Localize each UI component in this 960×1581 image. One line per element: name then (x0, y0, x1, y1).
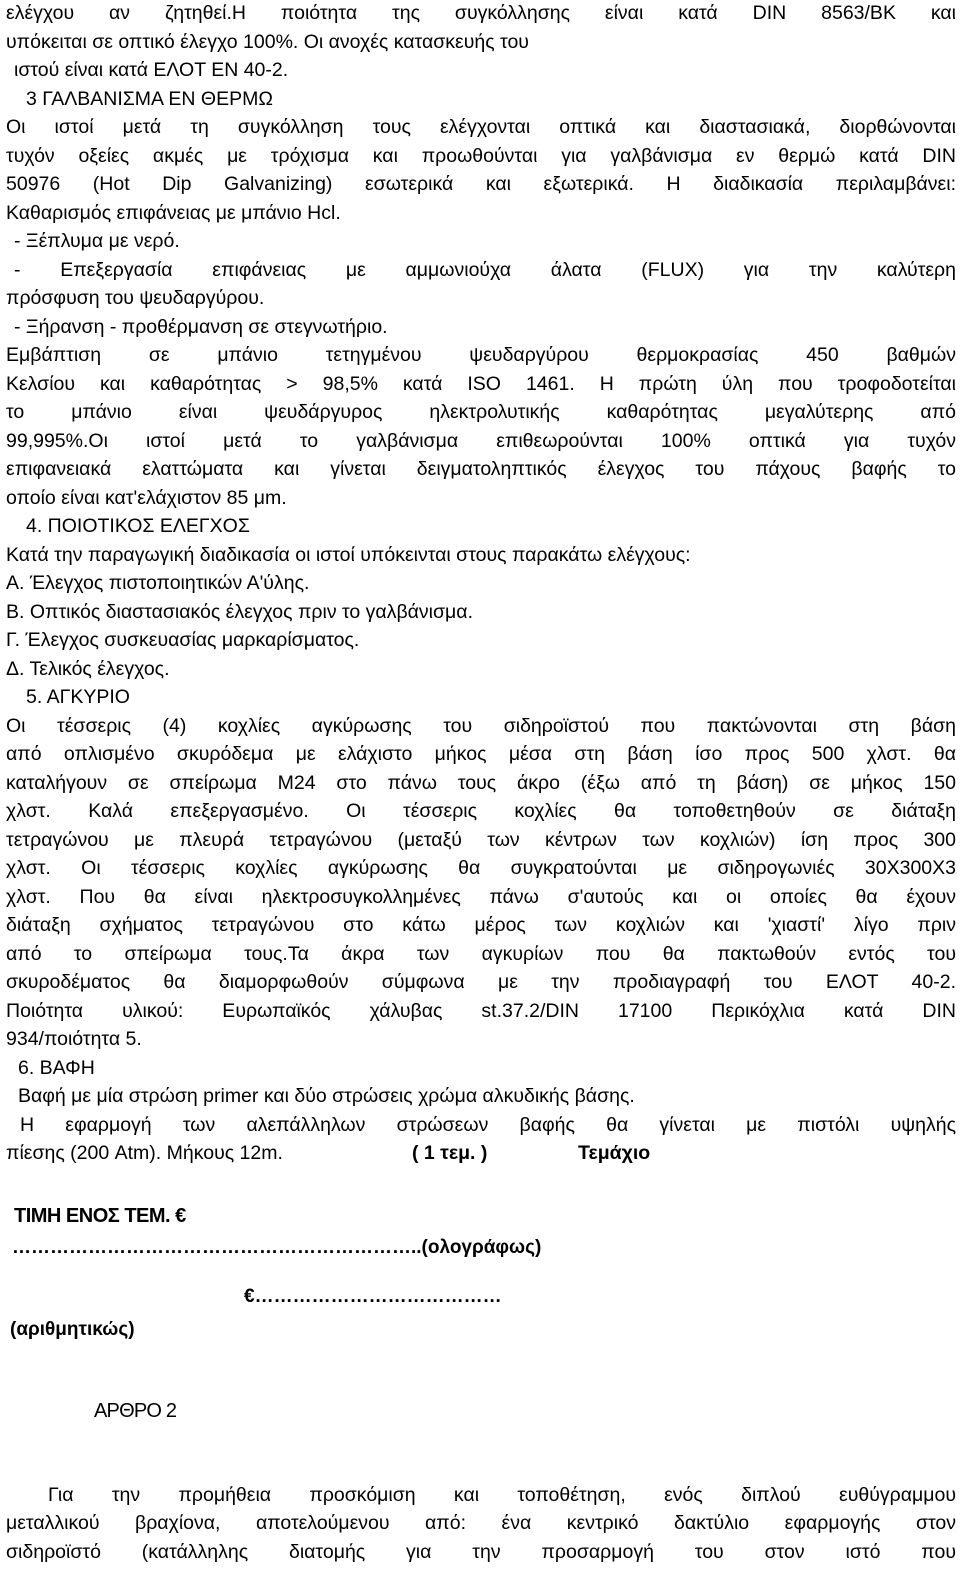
text-line: Βαφή με μία στρώση primer και δύο στρώσεις χρώμα αλκυδικής βάσης. (18, 1085, 635, 1107)
text-line: το μπάνιο είναι ψευδάργυρος ηλεκτρολυτικής καθαρότητας μεγαλύτερης από (6, 401, 956, 423)
article-heading: ΑΡΘΡΟ 2 (94, 1400, 177, 1422)
text-line: Η εφαρμογή των αλεπάλληλων στρώσεων βαφής θα γίνεται με πιστόλι υψηλής (20, 1114, 956, 1136)
text-line: επιφανειακά ελαττώματα και γίνεται δειγματοληπτικός έλεγχος του πάχους βαφής το (6, 458, 956, 480)
text-line: πρόσφυση του ψευδαργύρου. (6, 287, 265, 309)
list-item: Γ. Έλεγχος συσκευασίας μαρκαρίσματος. (6, 629, 360, 651)
text-line: διάταξη σχήματος τετραγώνου στο κάτω μέρος των κοχλιών και 'χιαστί' λίγο πριν (6, 914, 956, 936)
text-line: ιστού είναι κατά ΕΛΟΤ ΕΝ 40-2. (14, 59, 289, 81)
section-heading: 6. ΒΑΦΗ (18, 1057, 95, 1079)
text-line: 50976 (Hot Dip Galvanizing) εσωτερικά και εξωτερικά. Η διαδικασία περιλαμβάνει: (6, 173, 956, 195)
text-line: 99,995%.Οι ιστοί μετά το γαλβάνισμα επιθεωρούνται 100% οπτικά για τυχόν (6, 430, 956, 452)
text-line: τετραγώνου με πλευρά τετραγώνου (μεταξύ των κέντρων των κοχλιών) ίση προς 300 (6, 829, 956, 851)
text-line: σκυροδέματος θα διαμορφωθούν σύμφωνα με την προδιαγραφή του ΕΛΟΤ 40-2. (6, 971, 956, 993)
text-line: ελέγχου αν ζητηθεί.Η ποιότητα της συγκόλλησης είναι κατά DIN 8563/BK και (6, 2, 956, 24)
list-item: - Ξήρανση - προθέρμανση σε στεγνωτήριο. (14, 316, 388, 338)
text-line: Κατά την παραγωγική διαδικασία οι ιστοί υπόκεινται στους παρακάτω ελέγχους: (6, 544, 691, 566)
section-heading: 4. ΠΟΙΟΤΙΚΟΣ ΕΛΕΓΧΟΣ (26, 515, 250, 537)
text-line: μεταλλικού βραχίονα, αποτελούμενου από: ένα κεντρικό δακτύλιο εφαρμογής στον (6, 1512, 956, 1534)
text-line: πίεσης (200 Atm). Μήκους 12m. (6, 1142, 283, 1164)
text-line: από οπλισμένο σκυρόδεμα με ελάχιστο μήκος μέσα στη βάση ίσο προς 500 χλστ. θα (6, 743, 956, 765)
text-line: 934/ποιότητα 5. (6, 1028, 142, 1050)
text-line: Εμβάπτιση σε μπάνιο τετηγμένου ψευδαργύρου θερμοκρασίας 450 βαθμών (6, 344, 956, 366)
text-line: Καθαρισμός επιφάνειας με μπάνιο Hcl. (6, 202, 341, 224)
text-line: σιδηροϊστό (κατάλληλης διατομής για την προσαρμογή του στον ιστό που (6, 1541, 956, 1563)
text-line: Ποιότητα υλικού: Ευρωπαϊκός χάλυβας st.37.2/DIN 17100 Περικόχλια κατά DIN (6, 1000, 956, 1022)
price-in-numbers-line: €………………………………… (244, 1286, 502, 1307)
text-line: χλστ. Καλά επεξεργασμένο. Οι τέσσερις κοχλίες θα τοποθετηθούν σε διάταξη (6, 800, 956, 822)
unit-label: Τεμάχιο (578, 1142, 651, 1164)
text-line: Οι τέσσερις (4) κοχλίες αγκύρωσης του σιδηροϊστού που πακτώνονται στη βάση (6, 715, 956, 737)
text-line: Κελσίου και καθαρότητας > 98,5% κατά ISO 1461. Η πρώτη ύλη που τροφοδοτείται (6, 373, 956, 395)
text-line: από το σπείρωμα τους.Τα άκρα των αγκυρίων που θα πακτωθούν εντός του (6, 943, 956, 965)
price-in-numbers-label: (αριθμητικώς) (10, 1319, 135, 1340)
section-heading: 3 ΓΑΛΒΑΝΙΣΜΑ ΕΝ ΘΕΡΜΩ (26, 88, 273, 110)
text-line: Οι ιστοί μετά τη συγκόλληση τους ελέγχονται οπτικά και διαστασιακά, διορθώνονται (6, 116, 956, 138)
list-item: - Ξέπλυμα με νερό. (14, 230, 180, 252)
price-in-words-line: ………………………………………………………..(ολογράφως) (12, 1237, 542, 1258)
unit-quantity: ( 1 τεμ. ) (412, 1142, 488, 1164)
text-line: χλστ. Οι τέσσερις κοχλίες αγκύρωσης θα συγκρατούνται με σιδηρογωνιές 30Χ300Χ3 (6, 857, 956, 879)
text-line: υπόκειται σε οπτικό έλεγχο 100%. Οι ανοχές κατασκευής του (6, 31, 529, 53)
text-line: χλστ. Που θα είναι ηλεκτροσυγκολλημένες πάνω σ'αυτούς και οι οποίες θα έχουν (6, 886, 956, 908)
text-line: Για την προμήθεια προσκόμιση και τοποθέτηση, ενός διπλού ευθύγραμμου (48, 1484, 956, 1506)
price-title: ΤΙΜΗ ΕΝΟΣ ΤΕΜ. € (14, 1205, 186, 1227)
list-item: Δ. Τελικός έλεγχος. (6, 658, 170, 680)
text-line: τυχόν οξείες ακμές με τρόχισμα και προωθούνται για γαλβάνισμα εν θερμώ κατά DIN (6, 145, 956, 167)
list-item: - Επεξεργασία επιφάνειας με αμμωνιούχα άλατα (FLUX) για την καλύτερη (14, 259, 956, 281)
list-item: Α. Έλεγχος πιστοποιητικών Α'ύλης. (6, 572, 310, 594)
text-line: οποίο είναι κατ'ελάχιστον 85 μm. (6, 487, 287, 509)
text-line: καταλήγουν σε σπείρωμα Μ24 στο πάνω τους άκρο (έξω από τη βάση) σε μήκος 150 (6, 772, 956, 794)
list-item: Β. Οπτικός διαστασιακός έλεγχος πριν το γαλβάνισμα. (6, 601, 473, 623)
section-heading: 5. ΑΓΚΥΡΙΟ (26, 686, 130, 708)
